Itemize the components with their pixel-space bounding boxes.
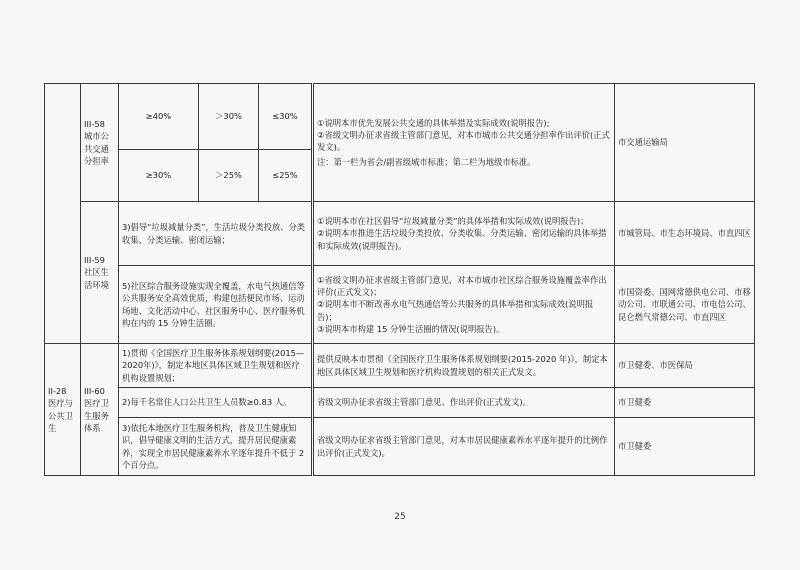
- evaluation-method: ①说明本市在社区倡导“垃圾减量分类”的具体举措和实际成效(说明报告)； ②说明本市推进生活垃圾分类投放、分类收集、分类运输、密闭运输的具体举措和实际成效(说明报告)。: [313, 202, 615, 266]
- content-cell: 1)贯彻《全国医疗卫生服务体系规划纲要(2015—2020年)》，制定本地区具体区域卫生规划和医疗机构设置规划；: [119, 344, 313, 388]
- table-row: [45, 202, 755, 266]
- standard-value: ＞25%: [199, 150, 259, 202]
- evaluation-method: 省级文明办征求省级主管部门意见、作出评价(正式发文)。: [313, 388, 615, 418]
- standard-value: ≤25%: [259, 150, 313, 202]
- evaluation-text: ①说明本市优先发展公共交通的具体举措及实际成效(说明报告); ②省级文明办征求省级主管部门意见，对本市城市公共交通分担率作出评价(正式发文)。: [317, 117, 610, 152]
- responsible-department: 市国资委、国网常德供电公司、市移动公司、市联通公司、市电信公司、昆仑燃气常德公司、市直四区: [615, 266, 755, 344]
- content-cell: 3)倡导“垃圾减量分类”，生活垃圾分类投放、分类收集、分类运输、密闭运输；: [119, 202, 313, 266]
- responsible-department: 市城管局、市生态环境局、市直四区: [615, 202, 755, 266]
- evaluation-method: 省级文明办征求省级主管部门意见，对本市居民健康素养水平逐年提升的比例作出评价(正式发文)。: [313, 418, 615, 476]
- responsible-department: 市交通运输局: [615, 84, 755, 202]
- table-row: [45, 84, 755, 150]
- standard-value: ≥30%: [119, 150, 199, 202]
- responsible-department: 市卫健委: [615, 418, 755, 476]
- standard-value: ＞30%: [199, 84, 259, 150]
- evaluation-method: 提供反映本市贯彻《全国医疗卫生服务体系规划纲要(2015-2020 年)》，制定本地区具体区域卫生规划和医疗机构设置规划的相关正式发文。: [313, 344, 615, 388]
- category-cell: II-28 医疗与公共卫生: [45, 344, 81, 476]
- evaluation-method: [313, 84, 615, 202]
- evaluation-method: ①省级文明办征求省级主管部门意见，对本市城市社区综合服务设施覆盖率作出评价(正式发文)； ②说明本市不断改善水电气热通信等公共服务的具体举措和实际成效(说明报告)； ③说明本市构建 15 分钟生活圈的情况(说明报告)。: [313, 266, 615, 344]
- table-row: [45, 418, 755, 476]
- item-code: III-60 医疗卫生服务体系: [81, 344, 119, 476]
- standard-value: ≥40%: [119, 84, 199, 150]
- table-row: [45, 266, 755, 344]
- content-cell: 3)依托本地医疗卫生服务机构，普及卫生健康知识，倡导健康文明的生活方式，提升居民健康素养，实现全市居民健康素养水平逐年提升不低于 2 个百分点。: [119, 418, 313, 476]
- evaluation-note: 注：第一栏为省会/副省级城市标准；第二栏为地级市标准。: [317, 157, 536, 168]
- responsible-department: 市卫健委: [615, 388, 755, 418]
- content-cell: 2)每千名常住人口公共卫生人员数≥0.83 人。: [119, 388, 313, 418]
- criteria-table: [44, 83, 755, 476]
- standard-value: ≤30%: [259, 84, 313, 150]
- table-row: [45, 388, 755, 418]
- item-code: III-58 城市公共交通分担率: [81, 84, 119, 202]
- page-number: 25: [394, 512, 406, 522]
- item-code: III-59 社区生活环境: [81, 202, 119, 344]
- content-cell: 5)社区综合服务设施实现全覆盖，水电气热通信等公共服务安全高效优质，构建包括便民市场、运动场地、文化活动中心、社区服务中心、医疗服务机构在内的 15 分钟生活圈。: [119, 266, 313, 344]
- table-row: [45, 344, 755, 388]
- category-cell: [45, 84, 81, 344]
- responsible-department: 市卫健委、市医保局: [615, 344, 755, 388]
